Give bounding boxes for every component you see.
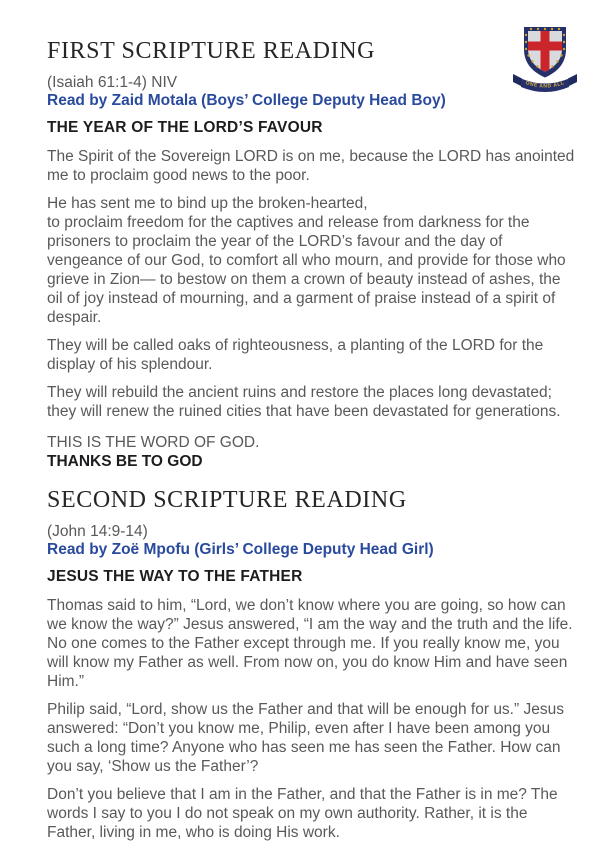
section-first-reading [47,36,575,471]
response-thanks-be-to-god: THANKS BE TO GOD [47,453,203,470]
crest-motto-text: ONE AND ALL [524,80,566,90]
congregation-response [47,433,575,471]
first-paragraph-2-line1: He has sent me to bind up the broken-hearted, [47,195,368,212]
first-reading-reference: (Isaiah 61:1-4) NIV [47,74,178,91]
first-reading-reader: Read by Zaid Motala (Boys’ College Deputy Head Boy) [47,92,446,109]
first-paragraph-3: They will be called oaks of righteousness, a planting of the LORD for the display of his splendour. [47,337,544,373]
first-paragraph-1: The Spirit of the Sovereign LORD is on me, because the LORD has anointed me to proclaim good news to the poor. [47,148,575,184]
second-paragraph-3: Don’t you believe that I am in the Father, and that the Father is in me? The words I say to you I do not speak on my own authority. Rather, it is the Father, living in me, who is doing His work. [47,786,558,841]
page-content [47,36,575,851]
response-word-of-god: THIS IS THE WORD OF GOD. [47,434,260,451]
first-paragraph-2 [47,194,575,327]
first-reading-heading: FIRST SCRIPTURE READING [47,38,376,64]
first-paragraph-4: They will rebuild the ancient ruins and restore the places long devastated; they will renew the ruined cities that have been devastated for generations. [47,384,561,420]
second-passage-title: JESUS THE WAY TO THE FATHER [47,568,303,585]
second-paragraph-2: Philip said, “Lord, show us the Father and that will be enough for us.” Jesus answered: “Don’t you know me, Philip, even after I have been among you such a long time? Anyone who has seen me has seen the Father. How can you say, ‘Show us the Father’? [47,701,564,775]
second-reading-reference: (John 14:9-14) [47,523,148,540]
first-passage-title: THE YEAR OF THE LORD’S FAVOUR [47,119,323,136]
second-reading-reader: Read by Zoë Mpofu (Girls’ College Deputy Head Girl) [47,541,434,558]
second-reading-heading: SECOND SCRIPTURE READING [47,487,407,513]
section-second-reading [47,485,575,842]
first-paragraph-2-rest: to proclaim freedom for the captives and release from darkness for the prisoners to proclaim the year of the LORD’s favour and the day of vengeance of our God, to comfort all who mourn, and provide for those who grieve in Zion— to bestow on them a crown of beauty instead of ashes, the oil of joy instead of mourning, and a garment of praise instead of a spirit of despair. [47,214,566,326]
second-paragraph-1: Thomas said to him, “Lord, we don’t know where you are going, so how can we know the way?” Jesus answered, “I am the way and the truth and the life. No one comes to the Father except through me. If you really know me, you will know my Father as well. From now on, you do know Him and have seen Him.” [47,597,573,690]
